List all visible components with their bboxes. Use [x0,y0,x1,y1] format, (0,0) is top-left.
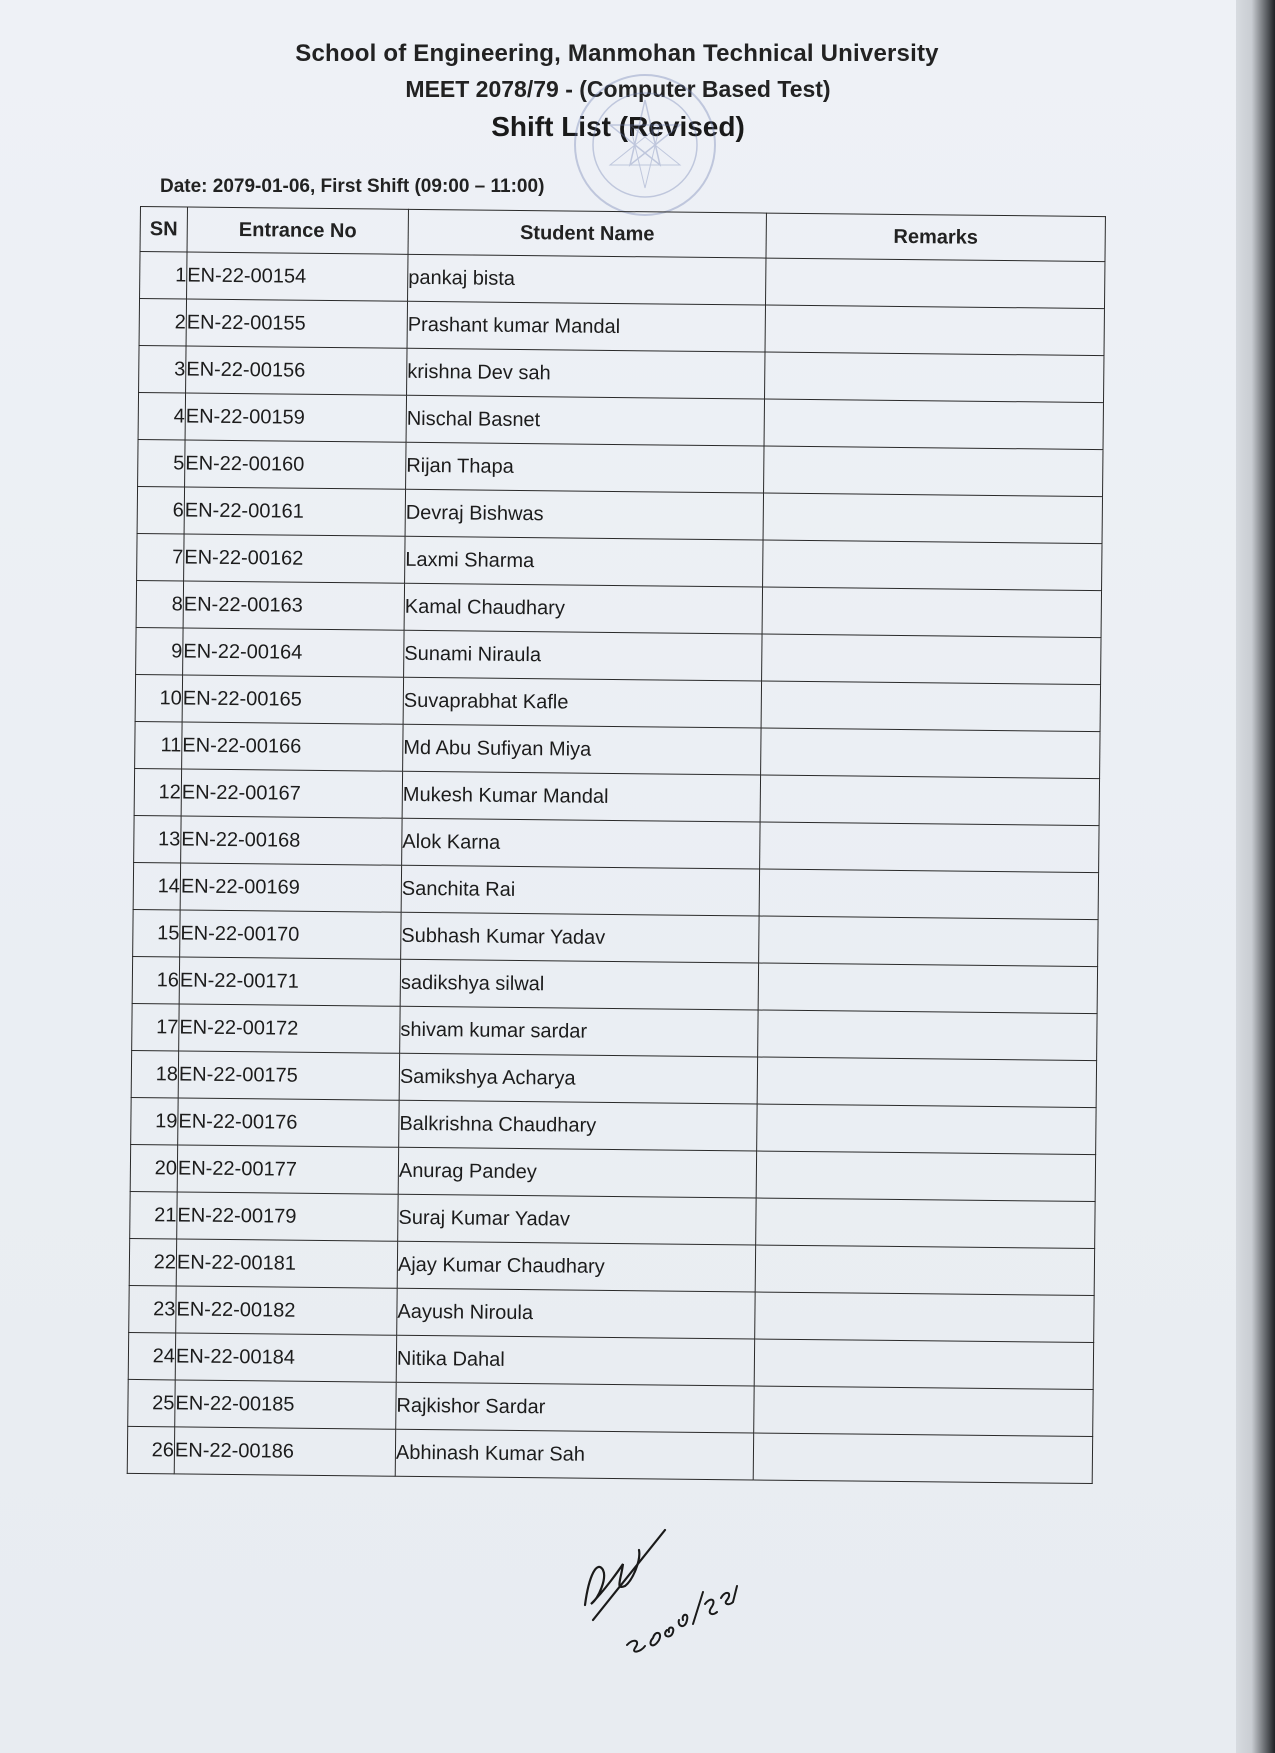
cell-student-name: Nischal Basnet [406,395,764,446]
scanner-edge [1236,0,1275,1753]
cell-entrance-no: EN-22-00172 [179,1004,400,1053]
shift-date: Date: 2079-01-06, First Shift (09:00 – 11:00) [160,176,545,197]
cell-remarks [755,1292,1094,1343]
cell-student-name: Balkrishna Chaudhary [399,1100,757,1151]
cell-sn: 2 [139,299,186,346]
cell-sn: 9 [136,627,183,674]
cell-student-name: Mukesh Kumar Mandal [402,771,760,822]
cell-entrance-no: EN-22-00161 [184,487,405,536]
cell-remarks [759,869,1098,920]
cell-sn: 20 [130,1144,177,1191]
cell-sn: 4 [138,392,185,439]
shift-list-table [127,206,1106,1484]
cell-sn: 22 [129,1238,176,1285]
cell-entrance-no: EN-22-00156 [186,346,407,395]
cell-entrance-no: EN-22-00167 [181,769,402,818]
cell-sn: 6 [137,486,184,533]
cell-student-name: Sunami Niraula [404,630,762,681]
cell-remarks [765,305,1104,356]
cell-sn: 18 [131,1050,178,1097]
cell-student-name: krishna Dev sah [407,348,765,399]
cell-sn: 13 [134,815,181,862]
cell-student-name: pankaj bista [408,254,766,305]
cell-student-name: Suraj Kumar Yadav [398,1194,756,1245]
column-header-sn: SN [140,207,187,252]
cell-sn: 15 [133,909,180,956]
cell-student-name: sadikshya silwal [400,959,758,1010]
university-seal-stamp [570,70,720,220]
cell-student-name: Anurag Pandey [398,1147,756,1198]
cell-sn: 11 [135,721,182,768]
list-title: Shift List (Revised) [491,111,745,142]
cell-entrance-no: EN-22-00162 [184,534,405,583]
cell-remarks [762,634,1101,685]
table-row [127,1426,1092,1483]
cell-entrance-no: EN-22-00181 [176,1239,397,1288]
cell-entrance-no: EN-22-00176 [178,1098,399,1147]
cell-sn: 14 [133,862,180,909]
cell-entrance-no: EN-22-00184 [175,1333,396,1382]
cell-entrance-no: EN-22-00171 [179,957,400,1006]
cell-remarks [764,446,1103,497]
cell-student-name: Samikshya Acharya [399,1053,757,1104]
cell-remarks [753,1433,1092,1484]
cell-sn: 24 [128,1332,175,1379]
cell-student-name: Laxmi Sharma [405,536,763,587]
cell-remarks [757,1104,1096,1155]
cell-student-name: Nitika Dahal [396,1335,754,1386]
cell-entrance-no: EN-22-00155 [186,299,407,348]
cell-remarks [759,916,1098,967]
cell-remarks [761,681,1100,732]
cell-student-name: Sanchita Rai [401,865,759,916]
cell-student-name: Rajkishor Sardar [396,1382,754,1433]
cell-remarks [761,728,1100,779]
cell-remarks [765,258,1104,309]
cell-remarks [763,493,1102,544]
cell-student-name: Prashant kumar Mandal [407,301,765,352]
cell-sn: 23 [129,1285,176,1332]
cell-remarks [758,1010,1097,1061]
cell-sn: 26 [127,1426,174,1473]
column-header-student-name: Student Name [408,209,766,258]
cell-sn: 17 [132,1003,179,1050]
cell-student-name: Subhash Kumar Yadav [401,912,759,963]
cell-remarks [754,1386,1093,1437]
cell-remarks [762,587,1101,638]
cell-remarks [764,399,1103,450]
cell-remarks [763,540,1102,591]
cell-sn: 3 [139,345,186,392]
column-header-remarks: Remarks [766,213,1105,262]
cell-remarks [756,1198,1095,1249]
exam-title: MEET 2078/79 - (Computer Based Test) [405,76,831,102]
cell-remarks [760,822,1099,873]
cell-entrance-no: EN-22-00170 [180,910,401,959]
cell-sn: 12 [134,768,181,815]
cell-sn: 25 [128,1379,175,1426]
cell-sn: 8 [136,580,183,627]
cell-entrance-no: EN-22-00186 [174,1427,395,1476]
cell-entrance-no: EN-22-00159 [185,393,406,442]
cell-entrance-no: EN-22-00160 [185,440,406,489]
cell-remarks [758,963,1097,1014]
cell-student-name: Abhinash Kumar Sah [395,1429,753,1480]
cell-entrance-no: EN-22-00185 [175,1380,396,1429]
cell-entrance-no: EN-22-00164 [183,628,404,677]
cell-entrance-no: EN-22-00175 [178,1051,399,1100]
cell-student-name: Kamal Chaudhary [404,583,762,634]
cell-student-name: Ajay Kumar Chaudhary [397,1241,755,1292]
cell-student-name: Devraj Bishwas [405,489,763,540]
institution-title: School of Engineering, Manmohan Technical University [295,40,939,67]
handwritten-signature [575,1520,755,1660]
cell-student-name: Suvaprabhat Kafle [403,677,761,728]
cell-student-name: Aayush Niroula [397,1288,755,1339]
cell-entrance-no: EN-22-00169 [180,863,401,912]
cell-entrance-no: EN-22-00163 [183,581,404,630]
cell-entrance-no: EN-22-00168 [181,816,402,865]
cell-remarks [757,1057,1096,1108]
cell-student-name: Alok Karna [402,818,760,869]
cell-student-name: Md Abu Sufiyan Miya [403,724,761,775]
cell-remarks [756,1151,1095,1202]
cell-remarks [754,1339,1093,1390]
cell-sn: 1 [140,252,187,299]
cell-entrance-no: EN-22-00177 [177,1145,398,1194]
cell-entrance-no: EN-22-00154 [187,252,408,301]
cell-sn: 10 [135,674,182,721]
cell-remarks [760,775,1099,826]
cell-sn: 21 [130,1191,177,1238]
cell-student-name: shivam kumar sardar [400,1006,758,1057]
cell-sn: 5 [138,439,185,486]
column-header-entrance-no: Entrance No [187,207,408,254]
cell-sn: 7 [137,533,184,580]
cell-student-name: Rijan Thapa [406,442,764,493]
cell-entrance-no: EN-22-00166 [182,722,403,771]
cell-sn: 16 [132,956,179,1003]
cell-entrance-no: EN-22-00165 [182,675,403,724]
cell-remarks [755,1245,1094,1296]
cell-remarks [765,352,1104,403]
cell-entrance-no: EN-22-00179 [177,1192,398,1241]
cell-sn: 19 [131,1097,178,1144]
cell-entrance-no: EN-22-00182 [176,1286,397,1335]
table-body [127,252,1105,1484]
